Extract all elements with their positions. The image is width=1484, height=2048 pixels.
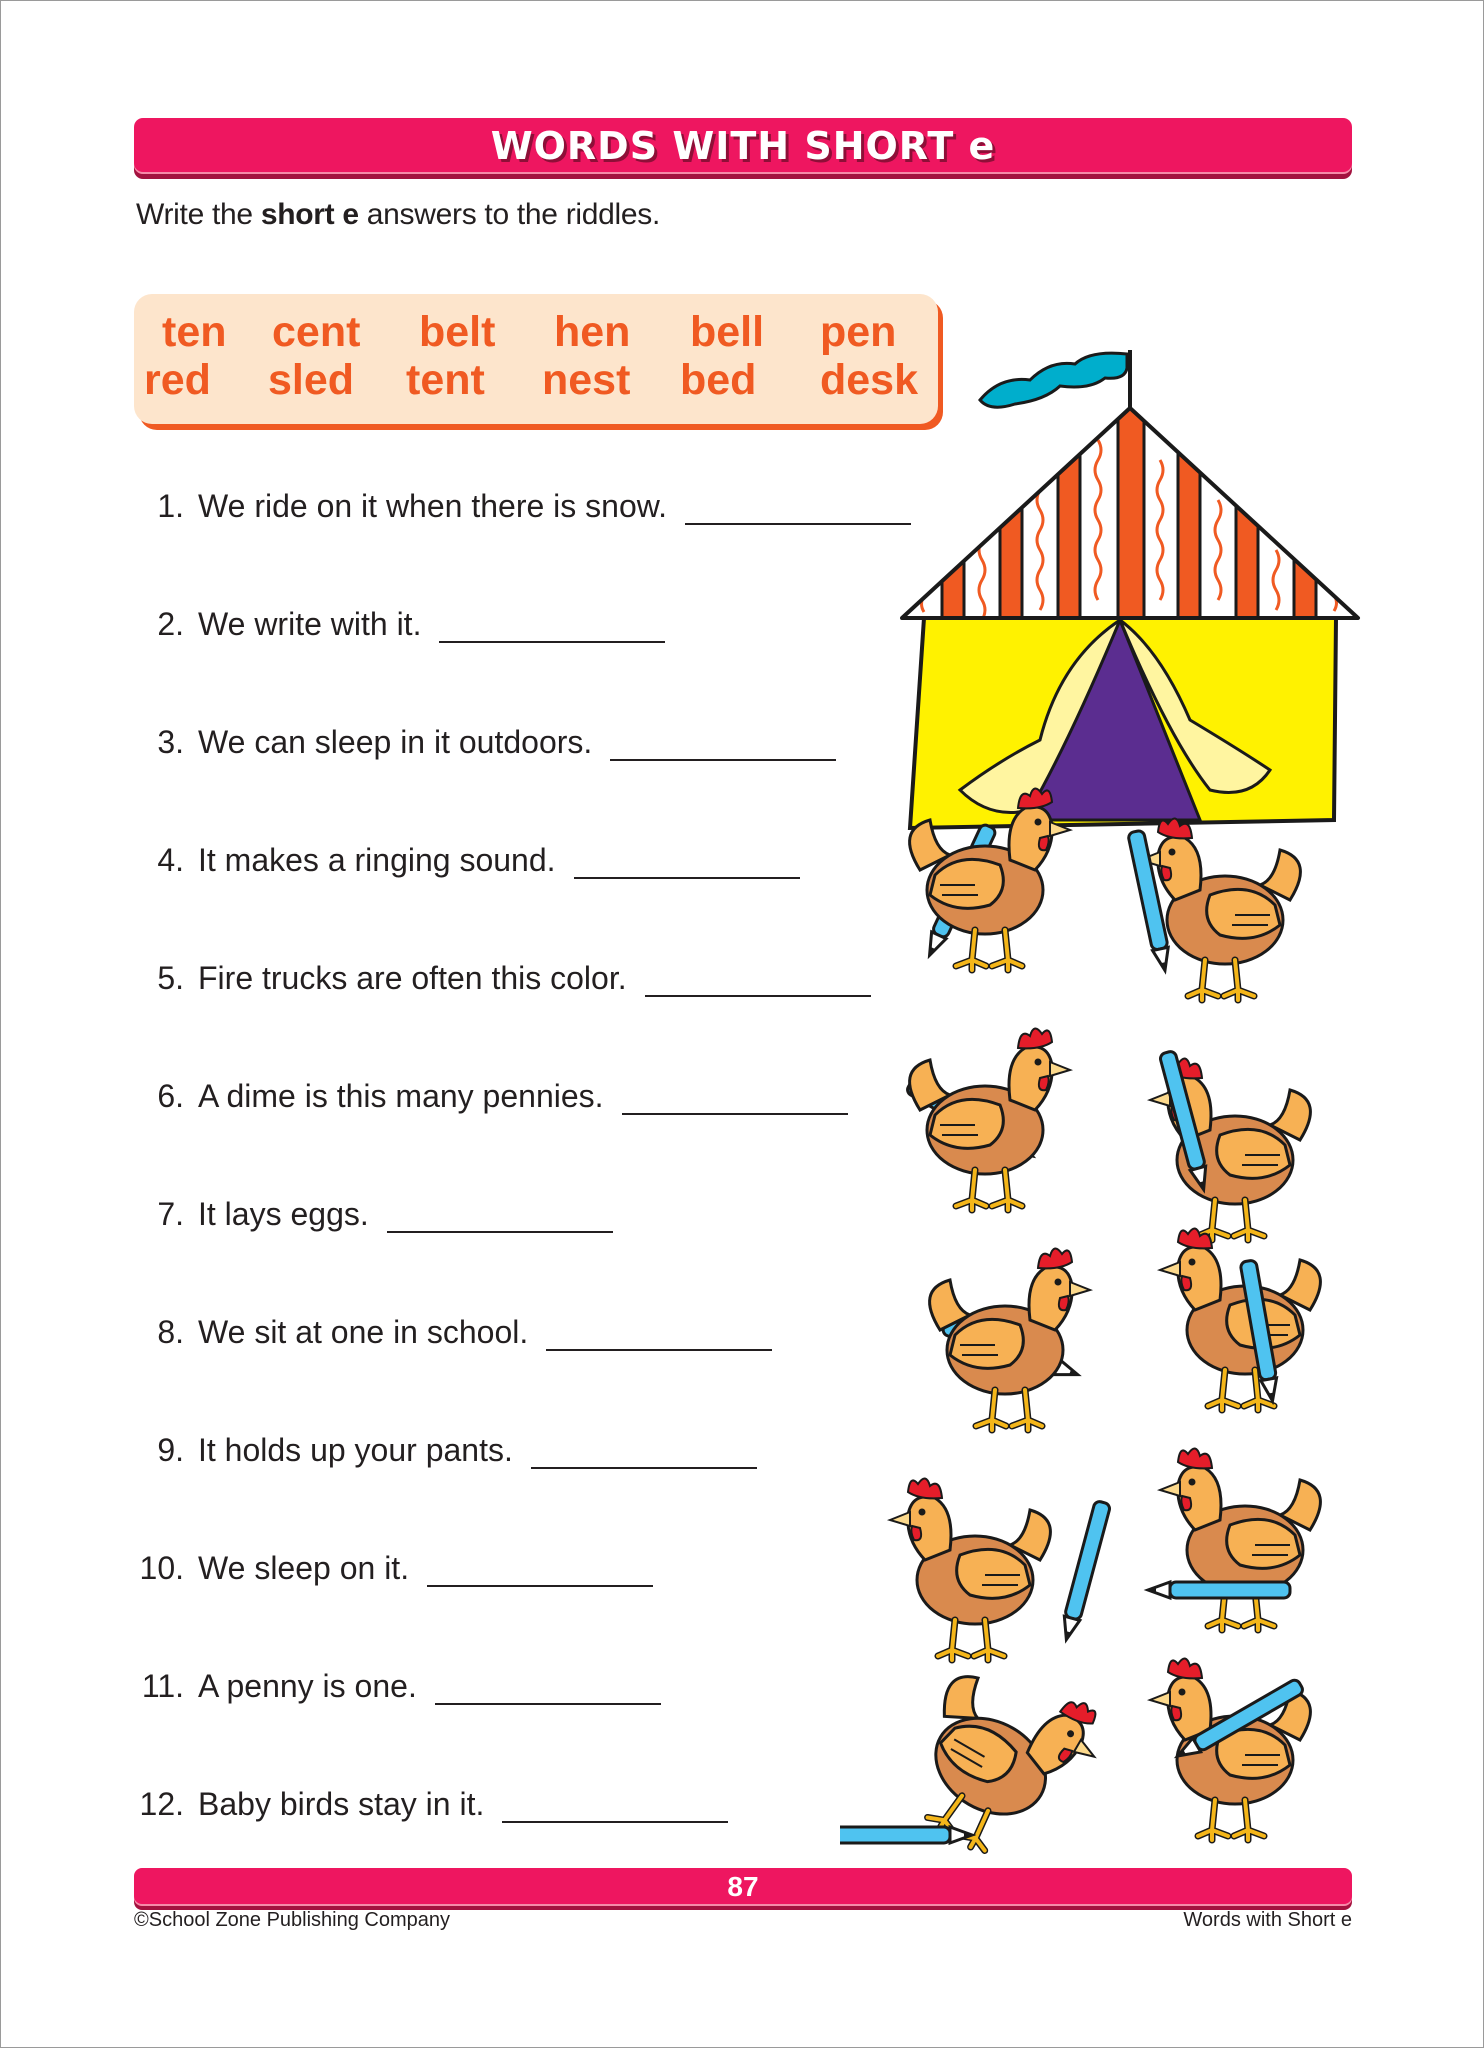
answer-field[interactable] (610, 729, 836, 761)
answer-field[interactable] (622, 1083, 848, 1115)
riddle-number: 2. (157, 606, 184, 642)
riddle-item (136, 1196, 613, 1233)
answer-field[interactable] (531, 1437, 757, 1469)
riddle-item (136, 1078, 848, 1115)
riddle-item (136, 724, 836, 761)
hen-icon (890, 1478, 1050, 1660)
answer-field[interactable] (439, 611, 665, 643)
riddle-number: 3. (157, 724, 184, 760)
riddle-text: It lays eggs. (198, 1196, 369, 1232)
instructions-prefix: Write the (136, 198, 261, 231)
title-banner (134, 118, 1352, 174)
word-bank-item: pen (820, 308, 897, 356)
riddle-number: 1. (157, 488, 184, 524)
riddle-item (136, 1432, 757, 1469)
word-bank-item: hen (554, 308, 631, 356)
page-title: WORDS WITH SHORT e (490, 124, 996, 168)
riddle-text: We ride on it when there is snow. (198, 488, 667, 524)
riddle-number: 11. (141, 1668, 184, 1704)
riddle-text: We sleep on it. (198, 1550, 410, 1586)
copyright-notice: ©School Zone Publishing Company (134, 1909, 451, 1931)
answer-field[interactable] (645, 965, 871, 997)
flag-icon (980, 350, 1130, 410)
word-bank (134, 294, 938, 424)
hen-icon (1140, 818, 1300, 1000)
riddle-text: It makes a ringing sound. (198, 842, 556, 878)
footer-section-title: Words with Short e (1183, 1909, 1352, 1931)
riddle-text: It holds up your pants. (198, 1432, 513, 1468)
striped-tent-roof (902, 400, 1358, 630)
hen-icon (930, 1248, 1090, 1430)
answer-field[interactable] (435, 1673, 661, 1705)
riddle-item (136, 842, 800, 879)
word-bank-item: bell (690, 308, 765, 356)
answer-field[interactable] (502, 1791, 728, 1823)
riddle-text: Baby birds stay in it. (198, 1786, 485, 1822)
riddle-item (136, 606, 665, 643)
riddle-item (136, 1314, 772, 1351)
riddle-item (136, 1786, 728, 1823)
word-bank-item: tent (406, 356, 485, 404)
instructions-suffix: answers to the riddles. (358, 198, 661, 231)
word-bank-item: bed (680, 356, 757, 404)
riddle-item (136, 1550, 653, 1587)
riddle-text: A penny is one. (198, 1668, 417, 1704)
riddle-number: 7. (157, 1196, 184, 1232)
riddle-number: 4. (157, 842, 184, 878)
hen-icon (905, 1028, 1070, 1210)
riddle-text: We sit at one in school. (198, 1314, 529, 1350)
word-bank-item: sled (268, 356, 355, 404)
answer-field[interactable] (574, 847, 800, 879)
instructions-emphasis: short e (260, 198, 359, 231)
page-number: 87 (727, 1871, 759, 1902)
pencil-icon (840, 1827, 972, 1843)
word-bank-item: belt (419, 308, 496, 356)
word-bank-item: desk (820, 356, 919, 404)
answer-field[interactable] (427, 1555, 653, 1587)
riddle-number: 8. (157, 1314, 184, 1350)
riddle-number: 12. (139, 1786, 184, 1822)
riddle-text: Fire trucks are often this color. (198, 960, 627, 996)
riddle-number: 5. (157, 960, 184, 996)
pencil-icon (1148, 1582, 1290, 1598)
instructions (136, 198, 660, 232)
word-bank-item: nest (542, 356, 631, 404)
riddle-text: We write with it. (198, 606, 422, 642)
footer-banner (134, 1868, 1352, 1906)
riddle-text: We can sleep in it outdoors. (198, 724, 593, 760)
riddle-number: 10. (139, 1550, 184, 1586)
word-bank-item: red (144, 356, 211, 404)
riddle-item (136, 488, 911, 525)
riddle-number: 9. (157, 1432, 184, 1468)
word-bank-item: cent (272, 308, 361, 356)
answer-field[interactable] (387, 1201, 613, 1233)
hen-icon (1160, 1448, 1320, 1630)
riddle-item (136, 960, 871, 997)
riddle-number: 6. (157, 1078, 184, 1114)
pencil-icon (1059, 1500, 1111, 1641)
riddle-text: A dime is this many pennies. (198, 1078, 604, 1114)
word-bank-item: ten (162, 308, 227, 356)
hen-icon (1160, 1228, 1320, 1410)
riddle-item (136, 1668, 661, 1705)
tent-and-hens-illustration (840, 320, 1380, 1860)
answer-field[interactable] (546, 1319, 772, 1351)
